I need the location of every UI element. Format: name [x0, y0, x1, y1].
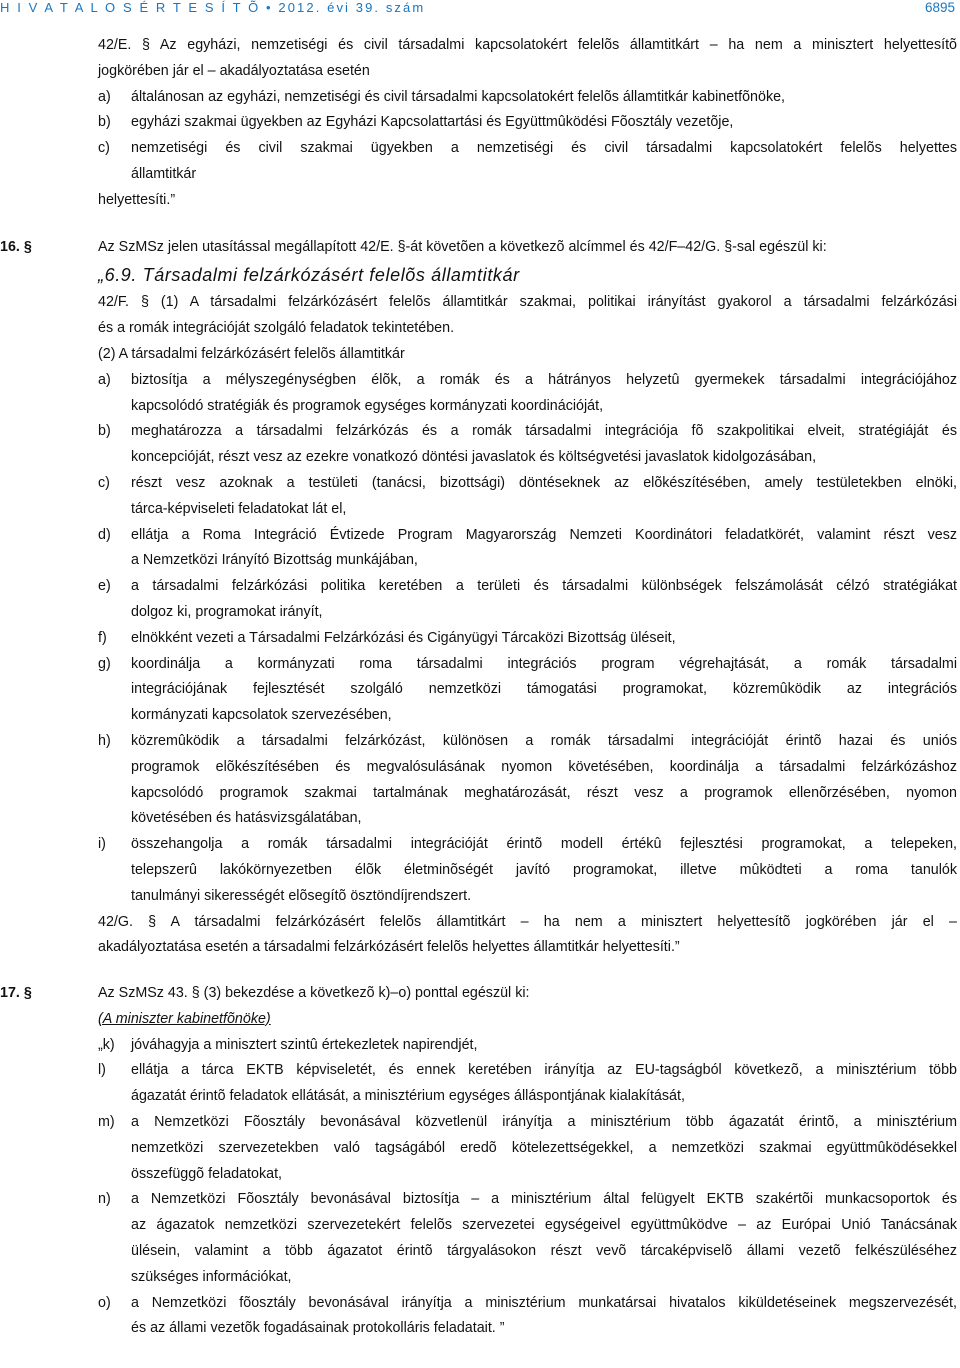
s16-list-item	[0, 548, 960, 574]
s17-list-item	[0, 1265, 960, 1291]
s17-list-item	[0, 1033, 960, 1059]
s16-list-item	[0, 652, 960, 678]
subtitle: „6.9. Társadalmi felzárkózásért felelõs államtitkár	[98, 265, 520, 286]
item-text: nemzetiségi és civil szakmai ügyekben a nemzetiségi és civil társadalmi kapcsolatokért felelõs helyettes	[131, 140, 957, 157]
p42f-item-list	[0, 368, 960, 910]
item-label: m)	[98, 1114, 115, 1131]
item-label: e)	[98, 578, 111, 595]
kabinetfonok-heading	[98, 1007, 960, 1033]
item-label: b)	[98, 114, 111, 131]
item-text: a Nemzetközi Irányító Bizottság munkájában,	[131, 552, 418, 569]
s17-list-item	[0, 1110, 960, 1136]
item-text: programok elõkészítésében és megvalósulásának nyomon követésében, koordinálja a társadalmi felzárkózáshoz	[131, 758, 957, 775]
item-text: koncepcióját, részt vesz az ezekre vonatkozó döntési javaslatok és költségvetési javaslatok kidolgozásában,	[131, 449, 817, 466]
italic-heading: (A miniszter kabinetfõnöke)	[98, 1010, 271, 1027]
item-label: n)	[98, 1191, 111, 1208]
item-label: d)	[98, 526, 111, 543]
item-text: tárca-képviseleti feladatokat lát el,	[131, 500, 347, 517]
item-label: a)	[98, 371, 111, 388]
p42e-end: helyettesíti.”	[98, 191, 176, 208]
item-label: i)	[98, 836, 106, 853]
s17-list-item	[0, 1291, 960, 1317]
item-text: az ágazatok nemzetközi szervezetekért felelõs szervezetei egységeivel együttmûködve – az Európai Unió Tanácsának	[131, 1217, 957, 1234]
p42e-item-c-cont	[0, 162, 960, 188]
s16-list-item	[0, 677, 960, 703]
p42f-line-1: 42/F. § (1) A társadalmi felzárkózásért felelõs államtitkár szakmai, politikai irányítást gyakorol a társadalmi felzárkózási	[98, 294, 957, 311]
s16-list-item	[0, 523, 960, 549]
section-text: Az SzMSz 43. § (3) bekezdése a következõ k)–o) ponttal egészül ki:	[98, 985, 530, 1002]
item-text: koordinálja a kormányzati roma társadalmi integrációs program végrehajtását, a romák társadalmi	[131, 655, 957, 672]
item-text: követésében és hatásvizsgálatában,	[131, 810, 362, 827]
s16-list-item	[0, 703, 960, 729]
item-label: g)	[98, 655, 111, 672]
item-text: összefüggõ feladatokat,	[131, 1165, 283, 1182]
section-17-heading	[0, 981, 960, 1007]
section-16-heading	[0, 235, 960, 261]
s16-list-item	[0, 832, 960, 858]
s16-list-item	[0, 368, 960, 394]
item-text: biztosítja a mélyszegénységben élõk, a romák és a hátrányos helyzetû gyermekek társadalmi integrációjához	[131, 371, 957, 388]
item-label: f)	[98, 629, 107, 646]
s16-list-item	[0, 781, 960, 807]
p42g-line-2: akadályoztatása esetén a társadalmi felzárkózásért felelõs helyettes államtitkár helyettesíti.”	[98, 939, 680, 956]
s16-list-item	[0, 858, 960, 884]
p42e-line-2: jogkörében jár el – akadályoztatása esetén	[98, 62, 370, 79]
section-number: 17. §	[0, 985, 32, 1002]
item-text: összehangolja a romák társadalmi integrációját érintõ modell értékû fejlesztési programokat, a telepeken,	[131, 836, 957, 853]
s16-list-item	[0, 445, 960, 471]
p42g-line-1: 42/G. § A társadalmi felzárkózásért felelõs államtitkárt – ha nem a minisztert helyettesítõ jogkörében jár el –	[98, 913, 957, 930]
item-text: általánosan az egyházi, nemzetiségi és civil társadalmi kapcsolatokért felelõs államtitkár kabinetfõnöke,	[131, 88, 786, 105]
item-text: kapcsolódó programok szakmai tartalmának meghatározását, részt vesz a programok ellenõrzésében, nyomon	[131, 784, 957, 801]
item-text: nemzetközi szervezetekben való tagságából eredõ kötelezettségekkel, a nemzetközi szakmai együttmûködésekkel	[131, 1139, 957, 1156]
s17-list-item	[0, 1084, 960, 1110]
spacer	[0, 961, 960, 981]
item-text: közremûködik a társadalmi felzárkózást, különösen a romák társadalmi integrációját érintõ hazai és uniós	[131, 732, 957, 749]
s17-list-item	[0, 1187, 960, 1213]
item-text: ellátja a tárca EKTB képviseletét, és ennek keretében irányítja az EU-tagságból következõ, a minisztérium több	[131, 1062, 957, 1079]
p42e-item-b	[0, 110, 960, 136]
s16-list-item	[0, 574, 960, 600]
section-17-item-list	[0, 1033, 960, 1343]
page-header	[0, 0, 960, 14]
item-label: o)	[98, 1294, 111, 1311]
item-text: szükséges információkat,	[131, 1268, 292, 1285]
item-label: c)	[98, 140, 110, 157]
s16-list-item	[0, 471, 960, 497]
s16-list-item	[0, 497, 960, 523]
item-text: ellátja a Roma Integráció Évtizede Program Magyarország Nemzeti Koordinátori feladatkörét, valamint részt vesz	[131, 526, 957, 543]
item-text: egyházi szakmai ügyekben az Egyházi Kapcsolattartási és Együttmûködési Fõosztály vezetõje,	[131, 114, 734, 131]
item-label: a)	[98, 88, 111, 105]
item-text: ágazatát érintõ feladatok ellátását, a minisztérium egységes álláspontjának kialakítását,	[131, 1088, 685, 1105]
item-text: ülésein, valamint a több ágazatot érintõ tárgyalásokon részt vevõ tárcaképviselõ állami vezetõ felkészüléséhez	[131, 1243, 957, 1260]
s16-list-item	[0, 626, 960, 652]
p42e-item-c	[0, 136, 960, 162]
s17-list-item	[0, 1239, 960, 1265]
s16-list-item	[0, 884, 960, 910]
spacer	[0, 214, 960, 235]
s16-list-item	[0, 419, 960, 445]
s16-list-item	[0, 600, 960, 626]
s17-list-item	[0, 1136, 960, 1162]
item-text: a Nemzetközi Fõosztály bevonásával biztosítja – a minisztérium által felügyelt EKTB szakértõi munkacsoportok és	[131, 1191, 957, 1208]
section-text: Az SzMSz jelen utasítással megállapított 42/E. §-át követõen a következõ alcímmel és 42/F–42/G. §-sal egészül ki:	[98, 238, 827, 255]
item-text: elnökként vezeti a Társadalmi Felzárkózási és Cigányügyi Tárcaközi Bizottság üléseit,	[131, 629, 676, 646]
item-text: részt vesz azoknak a testületi (tanácsi, bizottsági) döntéseknek az elõkészítésében, amely testületekben elnöki,	[131, 474, 957, 491]
page-number: 6895	[924, 0, 955, 15]
item-text: meghatározza a társadalmi felzárkózás és a romák társadalmi integrációja fõ szakpolitikai elveit, stratégiáját és	[131, 423, 957, 440]
item-label: b)	[98, 423, 111, 440]
item-text: jóváhagyja a minisztert szintû értekezletek napirendjét,	[131, 1036, 478, 1053]
document-body	[0, 33, 960, 1342]
p42e-item-a	[0, 85, 960, 111]
s16-list-item	[0, 394, 960, 420]
s16-list-item	[0, 806, 960, 832]
s16-list-item	[0, 729, 960, 755]
p42f-line-2: és a romák integrációját szolgáló feladatok tekintetében.	[98, 320, 455, 337]
item-text: államtitkár	[131, 165, 197, 182]
item-text: a társadalmi felzárkózási politika keretében a területi és társadalmi különbségek felszámolását célzó stratégiákat	[131, 578, 957, 595]
item-text: kormányzati kapcsolatok szervezésében,	[131, 707, 392, 724]
journal-title: H I V A T A L O S É R T E S Í T Õ • 2012. évi 39. szám	[0, 0, 426, 15]
p42f-para-2: (2) A társadalmi felzárkózásért felelõs államtitkár	[98, 345, 405, 362]
item-label: „k)	[98, 1036, 115, 1053]
item-text: és az állami vezetõk fogadásainak protokolláris feladatait. ”	[131, 1320, 505, 1337]
item-text: integrációjának fejlesztését szolgáló nemzetközi támogatási programokat, közremûködik az integrációs	[131, 681, 957, 698]
item-text: kapcsolódó stratégiák és programok egységes kormányzati koordinációját,	[131, 397, 604, 414]
item-text: dolgoz ki, programokat irányít,	[131, 603, 323, 620]
s17-list-item	[0, 1162, 960, 1188]
s17-list-item	[0, 1213, 960, 1239]
item-text: telepszerû lakókörnyezetben élõk életminõségét javító programokat, illetve mûködteti a roma tanulók	[131, 861, 957, 878]
section-number: 16. §	[0, 238, 32, 255]
item-label: h)	[98, 732, 111, 749]
item-label: c)	[98, 474, 110, 491]
p42e-line-1: 42/E. § Az egyházi, nemzetiségi és civil társadalmi kapcsolatokért felelõs államtitkárt – ha nem a minisztert helyettesítõ	[98, 37, 957, 53]
item-label: l)	[98, 1062, 106, 1079]
item-text: a Nemzetközi fõosztály bevonásával irányítja a minisztérium munkatársai hivatalos kiküldetéseinek megszervezését,	[131, 1294, 957, 1311]
s17-list-item	[0, 1316, 960, 1342]
item-text: tanulmányi sikerességét elõsegítõ ösztöndíjrendszert.	[131, 887, 472, 904]
s17-list-item	[0, 1058, 960, 1084]
s16-list-item	[0, 755, 960, 781]
item-text: a Nemzetközi Fõosztály bevonásával közvetlenül irányítja a minisztérium több ágazatát érintõ, a minisztérium	[131, 1114, 957, 1131]
